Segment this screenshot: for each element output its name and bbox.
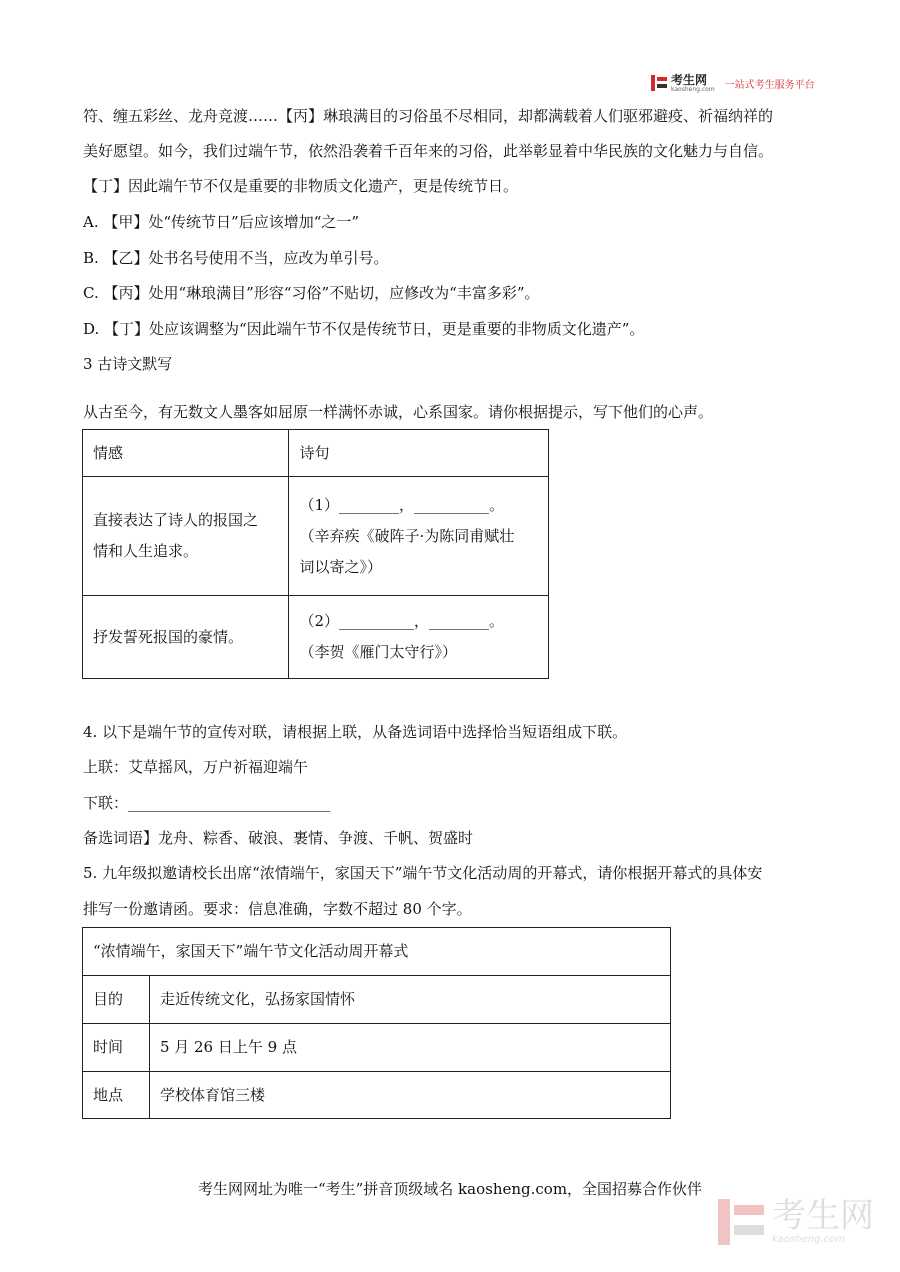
logo-slogan: 一站式考生服务平台: [724, 79, 815, 91]
q4-title: 4. 以下是端午节的宣传对联，请根据上联，从备选词语中选择恰当短语组成下联。: [83, 723, 628, 741]
q3-title: 3 古诗文默写: [83, 355, 173, 373]
logo-domain: kaosheng.com: [671, 85, 715, 93]
q5-line-2: 排写一份邀请函。要求：信息准确，字数不超过 80 个字。: [83, 900, 472, 918]
purpose-value: 走近传统文化，弘扬家国情怀: [149, 976, 670, 1024]
poem-table-header-poem: 诗句: [289, 430, 549, 477]
watermark-logo-icon: [718, 1199, 764, 1245]
q5-line-1: 5. 九年级拟邀请校长出席“浓情端午，家国天下”端午节文化活动周的开幕式，请你根据开幕式的具体安: [83, 864, 763, 882]
poem-row2-source: （李贺《雁门太守行》）: [299, 643, 457, 661]
poem-row1-poem: [289, 477, 549, 596]
watermark: [718, 1198, 874, 1245]
poem-row1-source-line2: 词以寄之》）: [299, 557, 382, 576]
invitation-table: [82, 927, 671, 1119]
watermark-name: 考生网: [772, 1196, 874, 1236]
poem-row1-emotion-line1: 直接表达了诗人的报国之: [93, 511, 259, 529]
intro-line-2: 美好愿望。如今，我们过端午节，依然沿袭着千百年来的习俗，此举彰显着中华民族的文化魅力与自信。: [83, 142, 774, 160]
poem-row1-emotion-line2: 情和人生追求。: [93, 542, 199, 560]
intro-line-3: 【丁】因此端午节不仅是重要的非物质文化遗产，更是传统节日。: [83, 177, 519, 195]
poem-blank-1[interactable]: （1）________，__________。: [299, 495, 505, 514]
poem-table: [82, 429, 549, 679]
q4-upper-couplet: 上联：艾草摇风，万户祈福迎端午: [83, 758, 309, 776]
watermark-domain: kaosheng.com: [772, 1234, 845, 1245]
invitation-table-title: “浓情端午，家国天下”端午节文化活动周开幕式: [83, 928, 671, 976]
time-label: 时间: [83, 1024, 150, 1072]
footer-text: 考生网网址为唯一“考生”拼音顶级域名 kaosheng.com，全国招募合作伙伴: [197, 1180, 703, 1198]
time-value: 5 月 26 日上午 9 点: [149, 1024, 670, 1072]
site-logo: [651, 72, 815, 94]
q4-choices: 备选词语】龙舟、粽香、破浪、裹情、争渡、千帆、贺盛时: [83, 829, 474, 847]
poem-row1-emotion: [83, 477, 289, 596]
poem-row2-poem: [289, 596, 549, 679]
poem-blank-2[interactable]: （2）__________，________。: [299, 612, 505, 630]
purpose-label: 目的: [83, 976, 150, 1024]
logo-name: 考生网: [671, 72, 708, 87]
place-value: 学校体育馆三楼: [149, 1072, 670, 1119]
intro-line-1: 符、缠五彩丝、龙舟竞渡……【丙】琳琅满目的习俗虽不尽相同，却都满载着人们驱邪避疫、祈福纳祥的: [83, 107, 774, 125]
place-label: 地点: [83, 1072, 150, 1119]
poem-table-header-emotion: 情感: [83, 430, 289, 477]
option-a: A. 【甲】处“传统节日”后应该增加“之一”: [83, 213, 360, 231]
logo-mark-icon: [651, 75, 667, 91]
q4-lower-couplet-blank[interactable]: 下联：___________________________: [83, 794, 331, 812]
poem-row1-source-line1: （辛弃疾《破阵子·为陈同甫赋壮: [299, 526, 515, 545]
option-c: C. 【丙】处用“琳琅满目”形容“习俗”不贴切，应修改为“丰富多彩”。: [83, 284, 540, 302]
q3-prompt: 从古至今，有无数文人墨客如屈原一样满怀赤诚，心系国家。请你根据提示，写下他们的心声。: [83, 403, 714, 421]
option-d: D. 【丁】处应该调整为“因此端午节不仅是传统节日，更是重要的非物质文化遗产”。: [83, 320, 645, 338]
option-b: B. 【乙】处书名号使用不当，应改为单引号。: [83, 249, 389, 267]
poem-row2-emotion: 抒发誓死报国的豪情。: [83, 596, 289, 679]
